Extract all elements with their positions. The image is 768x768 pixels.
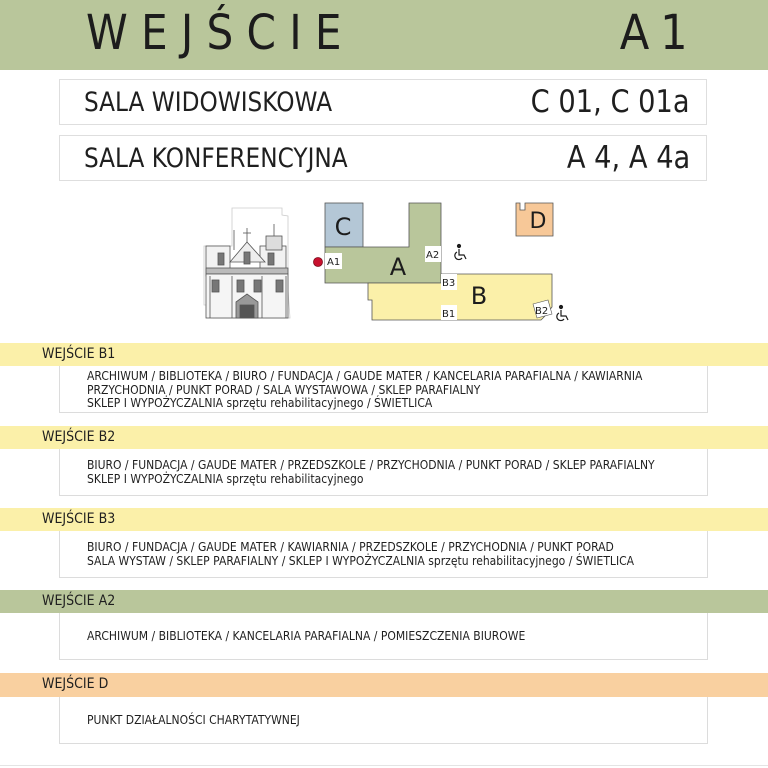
svg-text:A1: A1 (327, 257, 341, 268)
wheelchair-icon (455, 245, 466, 260)
section-line: PUNKT DZIAŁALNOŚCI CHARYTATYWNEJ (87, 713, 300, 727)
section-label: WEJŚCIE B1 (42, 346, 116, 362)
wheelchair-icon (557, 306, 568, 321)
you-are-here-marker-icon (314, 258, 323, 267)
section-line: SALA WYSTAW / SKLEP PARAFIALNY / SKLEP I WYPOŻYCZALNIA sprzętu rehabilitacyjnego / ŚWIETLICA (87, 553, 635, 568)
section-label: WEJŚCIE D (42, 676, 109, 692)
church-drawing-icon (204, 208, 290, 318)
section-header-b1 (0, 343, 768, 366)
svg-text:B2: B2 (535, 306, 549, 317)
section-line: SKLEP I WYPOŻYCZALNIA sprzętu rehabilitacyjnego / ŚWIETLICA (87, 396, 433, 410)
bottom-divider (0, 765, 768, 766)
room-numbers: C 01, C 01a (531, 84, 690, 120)
section-line: BIURO / FUNDACJA / GAUDE MATER / KAWIARNIA / PRZEDSZKOLE / PRZYCHODNIA / PUNKT PORAD (87, 540, 614, 554)
entrance-a1 (325, 253, 342, 269)
entrance-a2 (425, 246, 441, 262)
section-line: PRZYCHODNIA / PUNKT PORAD / SALA WYSTAWOWA / SKLEP PARAFIALNY (87, 382, 481, 397)
room-name: SALA WIDOWISKOWA (84, 87, 333, 118)
section-header-b2 (0, 426, 768, 449)
section-line: ARCHIWUM / BIBLIOTEKA / KANCELARIA PARAFIALNA / POMIESZCZENIA BIUROWE (87, 629, 526, 643)
building-d (516, 203, 553, 236)
entrance-b3 (441, 274, 457, 290)
section-content-b1 (59, 366, 708, 413)
svg-text:A2: A2 (426, 250, 440, 261)
room-row-konferencyjna (59, 135, 707, 181)
section-label: WEJŚCIE B2 (42, 429, 116, 445)
section-label: WEJŚCIE A2 (42, 593, 116, 609)
section-content-b2 (59, 449, 708, 496)
entrance-header (0, 0, 768, 70)
svg-text:B: B (470, 282, 488, 310)
section-header-d (0, 673, 768, 697)
section-content-a2 (59, 613, 708, 660)
entrance-code: A1 (619, 5, 698, 61)
room-name: SALA KONFERENCYJNA (84, 143, 348, 174)
svg-text:B1: B1 (442, 309, 456, 320)
section-line: BIURO / FUNDACJA / GAUDE MATER / PRZEDSZKOLE / PRZYCHODNIA / PUNKT PORAD / SKLEP PARAFIALNY (87, 458, 655, 472)
section-header-b3 (0, 508, 768, 531)
section-line: SKLEP I WYPOŻYCZALNIA sprzętu rehabilitacyjnego (87, 471, 364, 486)
section-header-a2 (0, 590, 768, 613)
building-c (325, 203, 363, 247)
section-content-b3 (59, 531, 708, 578)
entrance-title: WEJŚCIE (86, 5, 355, 61)
section-label: WEJŚCIE B3 (42, 511, 116, 527)
section-content-d (59, 697, 708, 744)
site-map (0, 195, 768, 330)
room-row-widowiskowa (59, 79, 707, 125)
section-line: ARCHIWUM / BIBLIOTEKA / BIURO / FUNDACJA / GAUDE MATER / KANCELARIA PARAFIALNA / KAWIARNIA (87, 369, 643, 383)
svg-text:B3: B3 (442, 278, 456, 289)
svg-text:C: C (334, 213, 352, 241)
svg-text:A: A (389, 253, 407, 281)
entrance-b1 (441, 305, 457, 320)
svg-text:D: D (529, 209, 547, 234)
room-numbers: A 4, A 4a (566, 140, 690, 176)
